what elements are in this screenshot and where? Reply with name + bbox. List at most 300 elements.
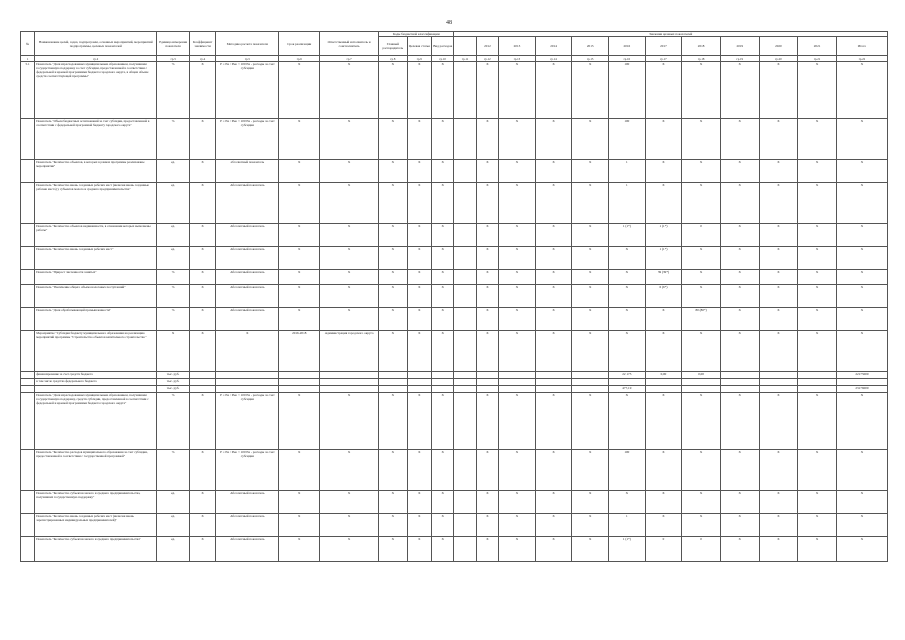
cell-value: Х (798, 62, 837, 119)
cell-name: финансирование за счет средств бюджета (35, 372, 157, 379)
col-number: гр.14 (535, 56, 572, 62)
cell-value: 23176000 (836, 386, 887, 393)
col-number: гр.16 (609, 56, 646, 62)
cell-value: Х (720, 491, 759, 514)
cell-value: Х (535, 393, 572, 450)
table-row (21, 247, 888, 270)
cell-value: 22 175 (609, 372, 646, 379)
cell-value (499, 386, 536, 393)
cell-term: 2016-2018 (279, 331, 320, 372)
cell-razdel: Х (407, 450, 431, 491)
table-row (21, 308, 888, 331)
cell-name: в том числе средства федерального бюджета (35, 379, 157, 386)
table-row (21, 62, 888, 119)
cell-value (535, 379, 572, 386)
cell-value: Х (836, 514, 887, 537)
cell-value: Х (499, 491, 536, 514)
cell-method: Абсолютный показатель (216, 183, 279, 224)
cell-value: 0,00 (645, 372, 682, 379)
cell-method: абсолютный показатель (216, 160, 279, 183)
cell-n (21, 393, 35, 450)
cell-value: Х (609, 331, 646, 372)
cell-unit: % (157, 119, 190, 160)
cell-value (499, 372, 536, 379)
cell-value: Х (535, 450, 572, 491)
col-year: 2021 (798, 37, 837, 56)
cell-method: Абсолютный показатель (216, 285, 279, 308)
cell-value (609, 379, 646, 386)
cell-value (836, 379, 887, 386)
cell-value: Х (535, 183, 572, 224)
cell-value: Х (836, 537, 887, 562)
col-vid: Вид расходов (431, 37, 453, 56)
cell-value: Х (836, 62, 887, 119)
col-number: гр.2 (35, 56, 157, 62)
cell-term: Х (279, 62, 320, 119)
col-number: гр.3 (157, 56, 190, 62)
cell-spacer (454, 119, 476, 160)
page-number: 48 (446, 20, 452, 26)
cell-value: Х (682, 491, 721, 514)
cell-n (21, 285, 35, 308)
cell-unit: ед. (157, 183, 190, 224)
cell-value: Х (720, 537, 759, 562)
col-year: 2018 (682, 37, 721, 56)
cell-vid: Х (431, 160, 453, 183)
cell-value: Х (720, 270, 759, 285)
cell-unit: % (157, 62, 190, 119)
cell-term: Х (279, 491, 320, 514)
cell-value: 1 (1*) (609, 224, 646, 247)
cell-grbs (379, 386, 407, 393)
cell-value: Х (476, 224, 498, 247)
cell-value: 1 (1*) (609, 537, 646, 562)
cell-n (21, 247, 35, 270)
cell-value: Х (609, 308, 646, 331)
cell-value: Х (572, 119, 609, 160)
cell-value: Х (836, 393, 887, 450)
table-row (21, 119, 888, 160)
cell-method (216, 372, 279, 379)
cell-value: Х (759, 183, 798, 224)
cell-value: Х (499, 270, 536, 285)
cell-value: 1 (1*) (645, 224, 682, 247)
cell-coeff: Х (189, 119, 215, 160)
cell-coeff: Х (189, 62, 215, 119)
cell-n (21, 537, 35, 562)
cell-value (759, 386, 798, 393)
cell-value: 39 (39*) (645, 270, 682, 285)
cell-vid: Х (431, 331, 453, 372)
cell-vid: Х (431, 450, 453, 491)
cell-value: Х (476, 537, 498, 562)
cell-name: Мероприятие "Субсидия бюджету муниципального образования на реализацию мероприятий программы "Строительство объектов капитального строительства " (35, 331, 157, 372)
cell-value: 80 (80*) (682, 308, 721, 331)
indicators-table (20, 31, 888, 562)
cell-spacer (454, 537, 476, 562)
table-row (21, 491, 888, 514)
cell-grbs: Х (379, 224, 407, 247)
cell-value: Х (499, 285, 536, 308)
cell-value: Х (499, 119, 536, 160)
cell-value: Х (836, 183, 887, 224)
cell-vid: Х (431, 62, 453, 119)
cell-value: Х (798, 514, 837, 537)
cell-coeff: Х (189, 537, 215, 562)
cell-value: Х (572, 224, 609, 247)
cell-coeff: Х (189, 160, 215, 183)
cell-resp: Х (320, 224, 379, 247)
cell-term: Х (279, 285, 320, 308)
cell-value: 100 (609, 450, 646, 491)
cell-value (476, 379, 498, 386)
cell-n (21, 386, 35, 393)
table-row (21, 386, 888, 393)
cell-grbs: Х (379, 285, 407, 308)
cell-method: Р = Ри / Рмо × 100 Ри - расходы за счет субсидии (216, 62, 279, 119)
col-number: гр.12 (476, 56, 498, 62)
table-row (21, 183, 888, 224)
cell-resp: Х (320, 450, 379, 491)
cell-value: Х (476, 308, 498, 331)
cell-value: Х (572, 160, 609, 183)
cell-value: Х (759, 119, 798, 160)
cell-vid: Х (431, 247, 453, 270)
cell-value: Х (499, 62, 536, 119)
cell-value: Х (476, 285, 498, 308)
cell-value: Х (645, 331, 682, 372)
cell-value: Х (609, 270, 646, 285)
cell-value: Х (798, 537, 837, 562)
cell-value: Х (836, 270, 887, 285)
cell-value: Х (476, 270, 498, 285)
cell-vid: Х (431, 224, 453, 247)
cell-vid: Х (431, 491, 453, 514)
cell-resp: Х (320, 247, 379, 270)
cell-name: Показатель "Объем бюджетных ассигнований за счет субсидии, предоставленной в соответствии с федеральной программой бюджету городского округа" (35, 119, 157, 160)
cell-value: Х (759, 285, 798, 308)
cell-value: Х (682, 514, 721, 537)
cell-resp (320, 386, 379, 393)
cell-name: Показатель "Количество расходов муниципального образования за счет субсидии, предоставленной в соответствии с государственной программой" (35, 450, 157, 491)
cell-value: 22175000 (836, 372, 887, 379)
cell-value: Х (572, 247, 609, 270)
cell-value: Х (476, 450, 498, 491)
cell-unit: Х (157, 331, 190, 372)
cell-resp: Х (320, 514, 379, 537)
cell-value: Х (798, 119, 837, 160)
cell-value: Х (499, 537, 536, 562)
cell-term: Х (279, 270, 320, 285)
col-year: Итого (836, 37, 887, 56)
cell-value (476, 386, 498, 393)
cell-razdel: Х (407, 393, 431, 450)
cell-value: Х (572, 450, 609, 491)
cell-name: Показатель "Доля обрабатывающей промышленности" (35, 308, 157, 331)
cell-spacer (454, 285, 476, 308)
cell-value: Х (682, 247, 721, 270)
cell-coeff (189, 386, 215, 393)
cell-coeff: Х (189, 285, 215, 308)
cell-term: Х (279, 450, 320, 491)
cell-value (645, 386, 682, 393)
cell-value: Х (476, 160, 498, 183)
col-number: гр.17 (645, 56, 682, 62)
cell-value: Х (476, 514, 498, 537)
cell-value: Х (476, 119, 498, 160)
cell-value: Х (499, 247, 536, 270)
cell-grbs: Х (379, 270, 407, 285)
cell-value: Х (476, 183, 498, 224)
cell-value: Х (535, 491, 572, 514)
cell-value: Х (645, 183, 682, 224)
cell-value: Х (759, 393, 798, 450)
cell-grbs: Х (379, 62, 407, 119)
table-row (21, 285, 888, 308)
cell-grbs: Х (379, 183, 407, 224)
cell-term: Х (279, 183, 320, 224)
cell-value: Х (499, 183, 536, 224)
col-number: гр.22 (836, 56, 887, 62)
cell-term: Х (279, 160, 320, 183)
cell-value: Х (645, 160, 682, 183)
cell-grbs: Х (379, 308, 407, 331)
cell-grbs: Х (379, 247, 407, 270)
col-name: Наименование целей, задач, подпрограмм, основных мероприятий, мероприятий подпрограммы, целевых показателей (35, 32, 157, 56)
cell-value: Х (572, 183, 609, 224)
cell-value: Х (720, 247, 759, 270)
cell-n (21, 270, 35, 285)
cell-value: 6 (6*) (645, 285, 682, 308)
cell-value: Х (572, 331, 609, 372)
cell-value: Х (572, 270, 609, 285)
cell-vid: Х (431, 514, 453, 537)
cell-value: Х (798, 224, 837, 247)
col-number: гр.9 (407, 56, 431, 62)
cell-method (216, 379, 279, 386)
cell-resp: Х (320, 285, 379, 308)
cell-unit: ед. (157, 224, 190, 247)
cell-method: Абсолютный показатель (216, 537, 279, 562)
cell-n (21, 308, 35, 331)
col-number: гр.19 (720, 56, 759, 62)
cell-value: Х (798, 393, 837, 450)
cell-n (21, 160, 35, 183)
cell-method: Р = Ри / Рмо × 100 Ри - расходы за счет субсидии (216, 393, 279, 450)
cell-n (21, 331, 35, 372)
cell-value: Х (720, 160, 759, 183)
cell-value: 100 (609, 62, 646, 119)
col-number: гр.7 (320, 56, 379, 62)
cell-term: Х (279, 224, 320, 247)
cell-value: Х (645, 62, 682, 119)
col-number: гр.21 (798, 56, 837, 62)
cell-value: Х (759, 514, 798, 537)
cell-value: Х (836, 160, 887, 183)
cell-n (21, 372, 35, 379)
cell-unit: ед. (157, 514, 190, 537)
cell-value: Х (759, 331, 798, 372)
col-number: гр.5 (216, 56, 279, 62)
cell-value: Х (720, 62, 759, 119)
cell-value: Х (836, 224, 887, 247)
cell-value: Х (759, 62, 798, 119)
cell-value: Х (720, 331, 759, 372)
col-term: Срок реализации (279, 32, 320, 56)
cell-unit: % (157, 308, 190, 331)
cell-value: Х (609, 393, 646, 450)
cell-value: Х (609, 247, 646, 270)
cell-name: Показатель "Доля израсходованных муниципальным образованием, получившим государственную поддержку, средств субсидии, предоставленной в соответствии с федеральной и краевой программами бюджета городского округа" (35, 393, 157, 450)
cell-value: Х (759, 491, 798, 514)
cell-name (35, 386, 157, 393)
cell-spacer (454, 372, 476, 379)
cell-value: Х (836, 119, 887, 160)
cell-value: 0 (682, 224, 721, 247)
cell-method: Абсолютный показатель (216, 247, 279, 270)
cell-value: Х (798, 270, 837, 285)
cell-coeff: Х (189, 183, 215, 224)
cell-unit: тыс. руб. (157, 372, 190, 379)
cell-value (798, 379, 837, 386)
cell-vid (431, 372, 453, 379)
col-number: 1 (21, 56, 35, 62)
cell-term: Х (279, 514, 320, 537)
cell-method: Абсолютный показатель (216, 224, 279, 247)
cell-value: Х (609, 285, 646, 308)
cell-spacer (454, 160, 476, 183)
cell-unit: % (157, 450, 190, 491)
cell-value: 0 (682, 537, 721, 562)
cell-value: Х (720, 183, 759, 224)
cell-value: Х (836, 331, 887, 372)
cell-razdel: Х (407, 491, 431, 514)
cell-value: Х (720, 514, 759, 537)
cell-value: Х (682, 285, 721, 308)
cell-value (720, 379, 759, 386)
cell-name: Показатель "Количество объектов, в которых в рамках программы реализованы мероприятия" (35, 160, 157, 183)
cell-value: Х (499, 514, 536, 537)
cell-value: Х (535, 62, 572, 119)
cell-value: Х (535, 247, 572, 270)
cell-n (21, 224, 35, 247)
cell-value: Х (720, 450, 759, 491)
cell-spacer (454, 270, 476, 285)
cell-n (21, 514, 35, 537)
cell-razdel: Х (407, 224, 431, 247)
col-unit: Единица измерения показателя (157, 32, 190, 56)
cell-coeff (189, 379, 215, 386)
cell-value: 100 (609, 119, 646, 160)
cell-unit: % (157, 285, 190, 308)
cell-razdel (407, 372, 431, 379)
cell-value: Х (836, 450, 887, 491)
cell-value: Х (572, 491, 609, 514)
cell-unit: ед. (157, 247, 190, 270)
cell-vid (431, 379, 453, 386)
cell-razdel: Х (407, 119, 431, 160)
cell-value: Х (759, 308, 798, 331)
cell-value: Х (535, 537, 572, 562)
cell-value: Х (720, 285, 759, 308)
cell-value: Х (759, 247, 798, 270)
cell-value (572, 372, 609, 379)
cell-razdel: Х (407, 308, 431, 331)
cell-value: Х (720, 224, 759, 247)
col-number: гр.10 (431, 56, 453, 62)
col-coeff: Коэффициент значимости (189, 32, 215, 56)
cell-razdel: Х (407, 537, 431, 562)
cell-grbs: Х (379, 160, 407, 183)
cell-grbs (379, 379, 407, 386)
cell-value (645, 379, 682, 386)
cell-grbs: Х (379, 514, 407, 537)
cell-value (759, 372, 798, 379)
cell-razdel: Х (407, 183, 431, 224)
cell-grbs: Х (379, 119, 407, 160)
cell-value: 1 (609, 183, 646, 224)
cell-coeff: Х (189, 270, 215, 285)
col-year: 2013 (499, 37, 536, 56)
cell-resp: Х (320, 537, 379, 562)
cell-value (572, 379, 609, 386)
cell-vid (431, 386, 453, 393)
table-row (21, 514, 888, 537)
cell-value: Х (535, 514, 572, 537)
cell-value: Х (682, 119, 721, 160)
cell-unit: % (157, 270, 190, 285)
cell-value: Х (476, 331, 498, 372)
col-grbs: Главный распорядитель (379, 37, 407, 56)
cell-resp: Х (320, 160, 379, 183)
cell-resp: Х (320, 270, 379, 285)
table-header (21, 32, 888, 62)
cell-coeff: Х (189, 308, 215, 331)
cell-value: Х (476, 247, 498, 270)
cell-coeff: Х (189, 331, 215, 372)
col-year: 2012 (476, 37, 498, 56)
cell-unit: тыс. руб. (157, 386, 190, 393)
cell-term: Х (279, 308, 320, 331)
cell-vid: Х (431, 393, 453, 450)
cell-value: Х (720, 308, 759, 331)
cell-value (682, 379, 721, 386)
cell-method: Абсолютный показатель (216, 514, 279, 537)
cell-n (21, 119, 35, 160)
cell-coeff: Х (189, 393, 215, 450)
cell-value: Х (798, 183, 837, 224)
cell-value: Х (572, 308, 609, 331)
cell-n (21, 379, 35, 386)
cell-name: Показатель "Прирост численности занятых" (35, 270, 157, 285)
col-year: 2015 (572, 37, 609, 56)
cell-method: Р = Ри / Рмо × 100 Ри - расходы за счет субсидии (216, 119, 279, 160)
cell-name: Показатель "Количество вновь созданных рабочих мест (включая вновь созданные рабочие места) у субъектов малого и среднего предпринимательства" (35, 183, 157, 224)
cell-grbs: Х (379, 393, 407, 450)
col-method: Методика расчета показателя (216, 32, 279, 56)
cell-value (798, 386, 837, 393)
cell-grbs: Х (379, 450, 407, 491)
cell-unit: тыс. руб. (157, 379, 190, 386)
cell-value: Х (759, 160, 798, 183)
cell-value (720, 386, 759, 393)
cell-spacer (454, 247, 476, 270)
col-year: 2020 (759, 37, 798, 56)
cell-resp: Х (320, 308, 379, 331)
cell-value (476, 372, 498, 379)
cell-term (279, 379, 320, 386)
cell-coeff (189, 372, 215, 379)
